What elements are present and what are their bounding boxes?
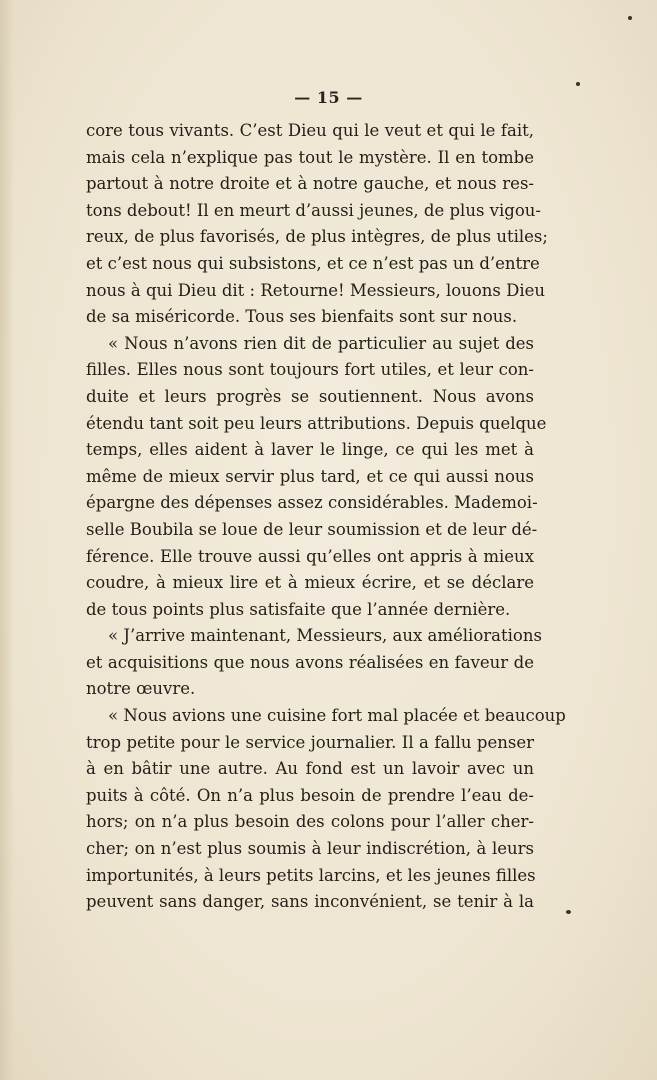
text-line: duite et leurs progrès se soutiennent. Nous avons bbox=[86, 386, 534, 406]
text-line: coudre, à mieux lire et à mieux écrire, et se déclare bbox=[86, 573, 534, 593]
paper-speck bbox=[566, 910, 571, 914]
text-line: selle Boubila se loue de leur soumission et de leur dé- bbox=[86, 519, 538, 539]
text-line: tons debout! Il en meurt d’aussi jeunes, de plus vigou- bbox=[86, 200, 541, 220]
paper-speck bbox=[576, 82, 580, 86]
text-line: de sa miséricorde. Tous ses bienfaits sont sur nous. bbox=[86, 307, 518, 327]
binding-shadow bbox=[0, 0, 14, 1080]
text-line: trop petite pour le service journalier. Il a fallu penser bbox=[86, 732, 534, 752]
text-line: core tous vivants. C’est Dieu qui le veut et qui le fait, bbox=[86, 121, 534, 140]
text-line: à en bâtir une autre. Au fond est un lavoir avec un bbox=[86, 759, 534, 779]
text-line: « Nous n’avons rien dit de particulier au sujet des bbox=[108, 333, 534, 353]
text-line: mais cela n’explique pas tout le mystère. Il en tombe bbox=[86, 147, 534, 167]
text-line: peuvent sans danger, sans inconvénient, se tenir à la bbox=[86, 892, 534, 912]
text-line: épargne des dépenses assez considérables. Mademoi- bbox=[86, 493, 538, 513]
text-line: et acquisitions que nous avons réalisées en faveur de bbox=[86, 652, 534, 672]
text-line: cher; on n’est plus soumis à leur indiscrétion, à leurs bbox=[86, 839, 534, 859]
text-line: reux, de plus favorisés, de plus intègres, de plus utiles; bbox=[86, 227, 548, 247]
text-line: férence. Elle trouve aussi qu’elles ont appris à mieux bbox=[86, 546, 534, 566]
text-line: étendu tant soit peu leurs attributions. Depuis quelque bbox=[86, 413, 547, 433]
text-line: importunités, à leurs petits larcins, et les jeunes filles bbox=[86, 865, 536, 885]
text-line: notre œuvre. bbox=[86, 679, 196, 699]
paper-speck bbox=[628, 16, 632, 20]
text-line: partout à notre droite et à notre gauche, et nous res- bbox=[86, 174, 534, 194]
text-line: et c’est nous qui subsistons, et ce n’est pas un d’entre bbox=[86, 253, 540, 273]
text-line: « Nous avions une cuisine fort mal placée et beaucoup bbox=[108, 706, 566, 726]
text-line: hors; on n’a plus besoin des colons pour l’aller cher- bbox=[86, 812, 534, 832]
text-line: temps, elles aident à laver le linge, ce qui les met à bbox=[86, 440, 534, 460]
body-text bbox=[86, 118, 566, 916]
text-line: filles. Elles nous sont toujours fort utiles, et leur con- bbox=[86, 360, 534, 380]
text-line: nous à qui Dieu dit : Retourne! Messieurs, louons Dieu bbox=[86, 280, 546, 300]
text-line: « J’arrive maintenant, Messieurs, aux améliorations bbox=[108, 626, 542, 646]
text-line: de tous points plus satisfaite que l’année dernière. bbox=[86, 599, 511, 619]
page-number: — 15 — bbox=[294, 88, 363, 107]
text-line: même de mieux servir plus tard, et ce qui aussi nous bbox=[86, 466, 534, 486]
text-line: puits à côté. On n’a plus besoin de prendre l’eau de- bbox=[86, 785, 534, 805]
